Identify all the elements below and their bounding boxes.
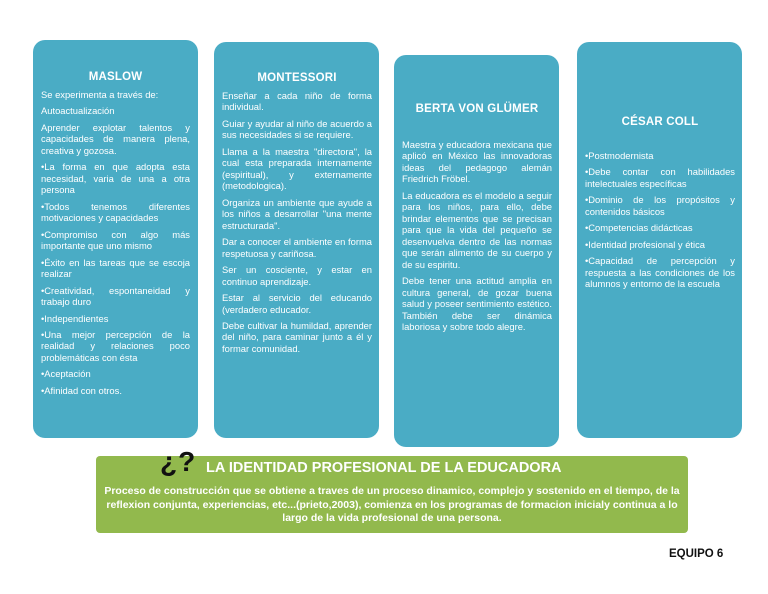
card-item: Autoactualización <box>41 105 115 117</box>
card-item: Llama a la maestra "directora", la cual esta preparada internamente (espiritual), y externamente (metodologica). <box>222 145 372 192</box>
card-item: Guiar y ayudar al niño de acuerdo a sus necesidades si se requiere. <box>222 117 372 141</box>
card-item: Enseñar a cada niño de forma individual. <box>222 90 372 113</box>
card-title: MONTESSORI <box>257 72 337 84</box>
card-title: BERTA VON GLÜMER <box>415 103 539 115</box>
card-item: •Postmodernista <box>585 150 654 161</box>
card-item: •Independientes <box>41 312 109 324</box>
card-item: •Todos tenemos diferentes motivaciones y capacidades <box>41 200 190 224</box>
card-item: •Aceptación <box>41 368 91 380</box>
card-item: •Debe contar con habilidades intelectuales específicas <box>585 166 735 189</box>
banner-title: LA IDENTIDAD PROFESIONAL DE LA EDUCADORA <box>206 460 562 476</box>
team-label: EQUIPO 6 <box>669 548 724 560</box>
card-title: CÉSAR COLL <box>621 116 699 128</box>
card-item: Maestra y educadora mexicana que aplicó en México las innovadoras ideas del pedagogo alemán Friedrich Fröbel. <box>402 139 552 185</box>
card-item: Ser un cosciente, y estar en continuo aprendizaje. <box>222 264 372 287</box>
card-item: Debe tener una actitud amplia en cultura general, de gozar buena salud y poseer sentimiento estético. También debe ser dinámica laboriosa y sobre todo alegre. <box>402 275 552 333</box>
card-item: Debe cultivar la humildad, aprender del niño, para caminar junto a él y formar comunidad. <box>222 319 372 354</box>
card-item: •Dominio de los propósitos y contenidos básicos <box>585 194 735 217</box>
card-cesar-coll <box>577 42 742 438</box>
card-item: Organiza un ambiente que ayude a los niños a desarrollar "una mente estructurada". <box>222 196 372 231</box>
card-item: •Compromiso con algo más importante que uno mismo <box>41 228 190 252</box>
card-montessori <box>214 42 379 438</box>
card-item: •Competencias didácticas <box>585 222 693 234</box>
question-mark-icon: ¿? <box>160 446 197 477</box>
card-item: Se experimenta a través de: <box>41 89 159 100</box>
banner-body: Proceso de construcción que se obtiene a traves de un proceso dinamico, complejo y sostenido en el tiempo, de la reflexion conjunta, experiencias, etc...(prieto,2003), comienza en los programas de formacion inicialy continua a lo largo de la vida profesional de una persona. <box>104 485 680 525</box>
card-item: Estar al servicio del educando (verdadero educador. <box>222 292 372 315</box>
card-item: •Una mejor percepción de la realidad y relaciones poco problemáticas con ésta <box>41 328 190 363</box>
card-item: •Creatividad, espontaneidad y trabajo duro <box>41 284 190 308</box>
card-maslow <box>33 40 198 438</box>
card-item: •Identidad profesional y ética <box>585 238 706 250</box>
card-item: •Capacidad de percepción y respuesta a las condiciones de los alumnos y entorno de la escuela <box>585 255 735 290</box>
card-item: Dar a conocer el ambiente en forma respetuosa y cariñosa. <box>222 236 372 259</box>
card-item: Aprender explotar talentos y capacidades de manera plena, creativa y gozosa. <box>41 121 190 156</box>
card-item: La educadora es el modelo a seguir para los niños, para ello, debe brindar elementos que se precisan para que la vida del pequeño se desenvuelva dentro de las normas que serán alimento de su cuerpo y de su espiritu. <box>402 189 552 270</box>
card-item: •La forma en que adopta esta necesidad, varia de una a otra persona <box>41 161 190 196</box>
card-title: MASLOW <box>88 71 143 83</box>
card-item: •Afinidad con otros. <box>41 384 122 396</box>
card-berta-von-glumer <box>394 55 559 447</box>
card-item: •Éxito en las tareas que se escoja realizar <box>41 256 190 280</box>
